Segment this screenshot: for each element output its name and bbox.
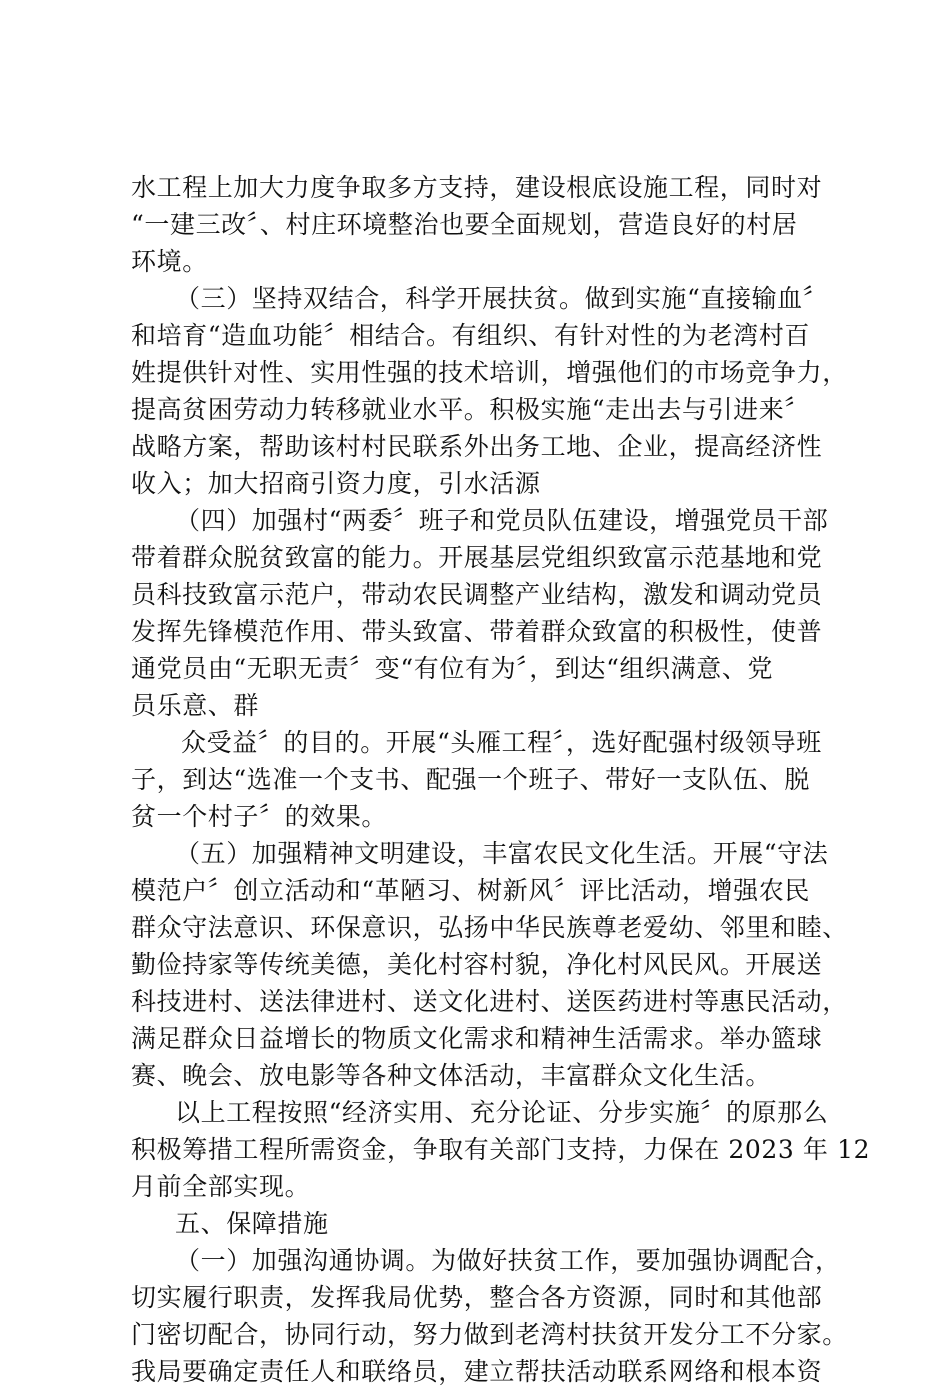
text-line: 环境。	[131, 247, 208, 276]
summary-paragraph: 以上工程按照“经济实用、充分论证、分步实施〞的原那么	[175, 1098, 829, 1127]
text-line: 群众守法意识、环保意识，弘扬中华民族尊老爱幼、邻里和睦、	[131, 913, 848, 942]
text-line: 姓提供针对性、实用性强的技术培训，增强他们的市场竞争力，	[131, 358, 848, 387]
text-line: 我局要确定责任人和联络员，建立帮扶活动联系网络和根本资	[131, 1357, 823, 1386]
text-line: 模范户〞创立活动和“革陋习、树新风〞评比活动，增强农民	[131, 876, 810, 905]
paragraph-heading-five: （五）加强精神文明建设，丰富农民文化生活。开展“守法	[175, 839, 829, 868]
text-line: 带着群众脱贫致富的能力。开展基层党组织致富示范基地和党	[131, 543, 823, 572]
text-line: 月前全部实现。	[131, 1172, 311, 1201]
text-line: 提高贫困劳动力转移就业水平。积极实施“走出去与引进来〞	[131, 395, 810, 424]
text-line: 赛、晚会、放电影等各种文体活动，丰富群众文化生活。	[131, 1061, 772, 1090]
document-body	[131, 169, 871, 1390]
text-line: 众受益〞的目的。开展“头雁工程〞，选好配强村级领导班	[181, 728, 822, 757]
text-line: 勤俭持家等传统美德，美化村容村貌，净化村风民风。开展送	[131, 950, 823, 979]
paragraph-heading-three: （三）坚持双结合，科学开展扶贫。做到实施“直接输血〞	[175, 284, 829, 313]
text-line: 和培育“造血功能〞相结合。有组织、有针对性的为老湾村百	[131, 321, 810, 350]
text-line: 水工程上加大力度争取多方支持，建设根底设施工程，同时对	[131, 173, 823, 202]
text-line: 积极筹措工程所需资金，争取有关部门支持，力保在 2023 年 12	[131, 1135, 871, 1164]
section-heading: 五、保障措施	[175, 1209, 329, 1238]
text-line: 子，到达“选准一个支书、配强一个班子、带好一支队伍、脱	[131, 765, 810, 794]
text-line: “一建三改〞、村庄环境整治也要全面规划，营造良好的村居	[131, 210, 798, 239]
text-line: 战略方案，帮助该村村民联系外出务工地、企业，提高经济性	[131, 432, 823, 461]
text-line: 员科技致富示范户，带动农民调整产业结构，激发和调动党员	[131, 580, 823, 609]
text-line: 满足群众日益增长的物质文化需求和精神生活需求。举办篮球	[131, 1024, 823, 1053]
text-line: 科技进村、送法律进村、送文化进村、送医药进村等惠民活动，	[131, 987, 848, 1016]
paragraph-heading-four: （四）加强村“两委〞班子和党员队伍建设，增强党员干部	[175, 506, 829, 535]
text-line: 切实履行职责，发挥我局优势，整合各方资源，同时和其他部	[131, 1283, 823, 1312]
text-line: 发挥先锋模范作用、带头致富、带着群众致富的积极性，使普	[131, 617, 823, 646]
paragraph-heading-one: （一）加强沟通协调。为做好扶贫工作，要加强协调配合，	[175, 1246, 841, 1275]
text-line: 门密切配合，协同行动，努力做到老湾村扶贫开发分工不分家。	[131, 1320, 848, 1349]
text-line: 贫一个村子〞的效果。	[131, 802, 388, 831]
text-line: 通党员由“无职无责〞变“有位有为〞，到达“组织满意、党	[131, 654, 774, 683]
text-line: 收入；加大招商引资力度，引水活源	[131, 469, 541, 498]
text-line: 员乐意、群	[131, 691, 260, 720]
